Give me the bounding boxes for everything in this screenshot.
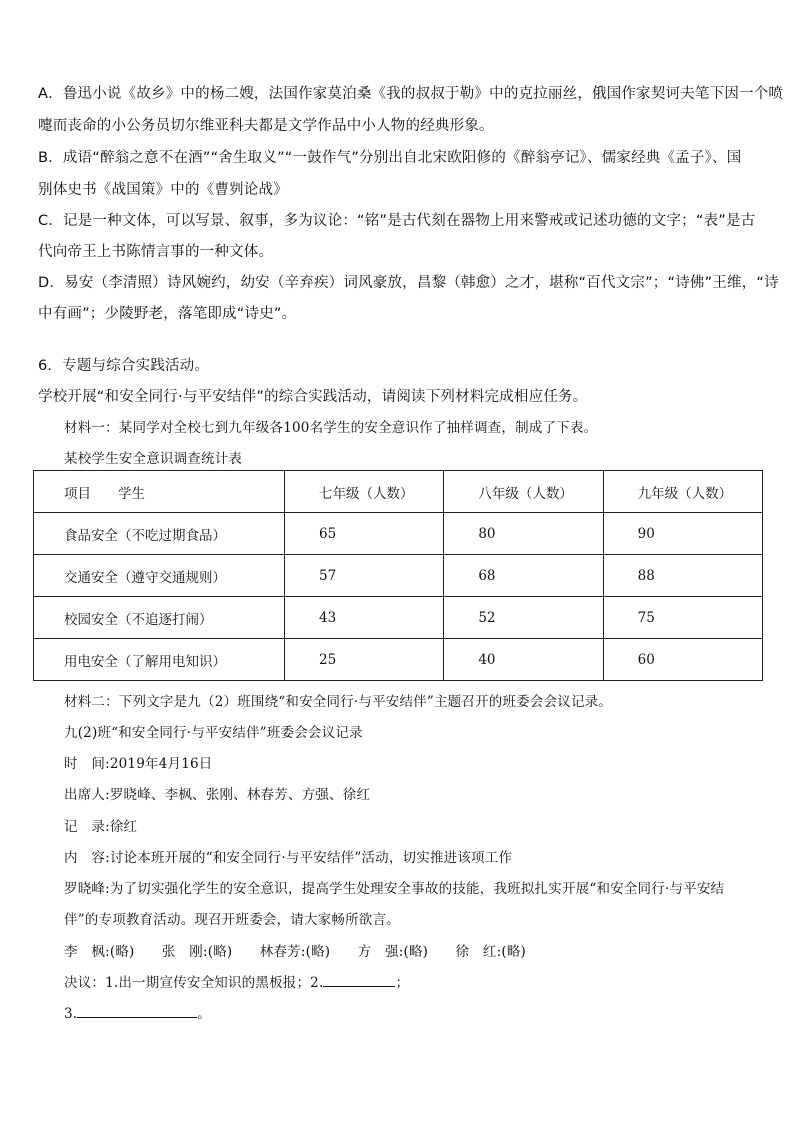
table-cell: 60: [603, 639, 762, 681]
table-cell: 80: [444, 513, 603, 555]
table-header-row: [34, 471, 763, 513]
table-cell: 75: [603, 597, 762, 639]
table-cell: 90: [603, 513, 762, 555]
question-6-title: 6．专题与综合实践活动。: [38, 358, 210, 374]
table-row: [34, 597, 763, 639]
table-title: 某校学生安全意识调查统计表: [64, 451, 243, 467]
table-cell: 52: [444, 597, 603, 639]
table-cell: 25: [285, 639, 444, 681]
option-c-line2: 代向帝王上书陈情言事的一种文体。: [38, 244, 274, 260]
table-cell: 57: [285, 555, 444, 597]
header-grade9: 九年级（人数）: [603, 471, 762, 513]
survey-table: [33, 470, 763, 681]
table-row: [34, 555, 763, 597]
table-row: [34, 513, 763, 555]
material-two: 材料二：下列文字是九（2）班围绕“和安全同行·与平安结伴”主题召开的班委会会议记录。: [64, 694, 613, 710]
header-grade7: 七年级（人数）: [285, 471, 444, 513]
table-cell: 食品安全（不吃过期食品）: [34, 513, 285, 555]
record-time: 时 间:2019年4月16日: [64, 756, 213, 772]
table-cell: 40: [444, 639, 603, 681]
answer-blank-3[interactable]: [77, 1005, 197, 1018]
table-cell: 43: [285, 597, 444, 639]
resolution-text: 决议：1.出一期宣传安全知识的黑板报；2.: [64, 975, 324, 991]
table-cell: 88: [603, 555, 762, 597]
table-cell: 68: [444, 555, 603, 597]
option-c-line1: C．记是一种文体，可以写景、叙事，多为议论：“铭”是古代刻在器物上用来警戒或记述功德的文字；“表”是古: [38, 213, 756, 229]
record-content: 内 容:讨论本班开展的“和安全同行·与平安结伴”活动，切实推进该项工作: [64, 850, 513, 866]
item3-number: 3.: [64, 1006, 78, 1022]
header-item: 项目 学生: [34, 471, 285, 513]
resolution: [64, 971, 409, 991]
speech-line1: 罗晓峰:为了切实强化学生的安全意识，提高学生处理安全事故的技能，我班拟扎实开展“和安全同行·与平安结: [64, 881, 725, 897]
table-cell: 交通安全（遵守交通规则）: [34, 555, 285, 597]
option-b-line2: 别体史书《战国策》中的《曹刿论战》: [38, 182, 288, 198]
record-title: 九(2)班“和安全同行·与平安结伴”班委会会议记录: [64, 725, 363, 741]
table-row: [34, 639, 763, 681]
material-one: 材料一：某同学对全校七到九年级各100名学生的安全意识作了抽样调查，制成了下表。: [64, 420, 598, 436]
resolution-item-3: [64, 1002, 211, 1022]
option-d-line1: D．易安（李清照）诗风婉约，幼安（辛弃疾）词风豪放，昌黎（韩愈）之才，堪称“百代文宗”；“诗佛”王维，“诗: [38, 275, 779, 291]
record-recorder: 记 录:徐红: [64, 819, 138, 835]
speech-line2: 伴”的专项教育活动。现召开班委会，请大家畅所欲言。: [64, 912, 400, 928]
option-b-line1: B．成语“醉翁之意不在酒”“舍生取义”“一鼓作气”分别出自北宋欧阳修的《醉翁亭记》、儒家经典《孟子》、国: [38, 150, 742, 166]
header-grade8: 八年级（人数）: [444, 471, 603, 513]
resolution-end: ；: [395, 975, 410, 991]
option-a-line1: A．鲁迅小说《故乡》中的杨二嫂，法国作家莫泊桑《我的叔叔于勒》中的克拉丽丝，俄国作家契诃夫笔下因一个喷: [38, 86, 784, 102]
option-d-line2: 中有画”；少陵野老，落笔即成“诗史”。: [38, 306, 297, 322]
question-6-intro: 学校开展“和安全同行·与平安结伴”的综合实践活动，请阅读下列材料完成相应任务。: [38, 389, 588, 405]
item3-end: 。: [197, 1006, 211, 1022]
table-cell: 校园安全（不追逐打闹）: [34, 597, 285, 639]
record-attendees: 出席人:罗晓峰、李枫、张刚、林春芳、方强、徐红: [64, 787, 371, 803]
table-cell: 用电安全（了解用电知识）: [34, 639, 285, 681]
option-a-line2: 嚏而丧命的小公务员切尔维亚科夫都是文学作品中小人物的经典形象。: [38, 118, 494, 134]
table-cell: 65: [285, 513, 444, 555]
answer-blank-2[interactable]: [323, 974, 395, 987]
other-speakers: 李 枫:(略) 张 刚:(略) 林春芳:(略) 方 强:(略) 徐 红:(略): [64, 944, 527, 960]
